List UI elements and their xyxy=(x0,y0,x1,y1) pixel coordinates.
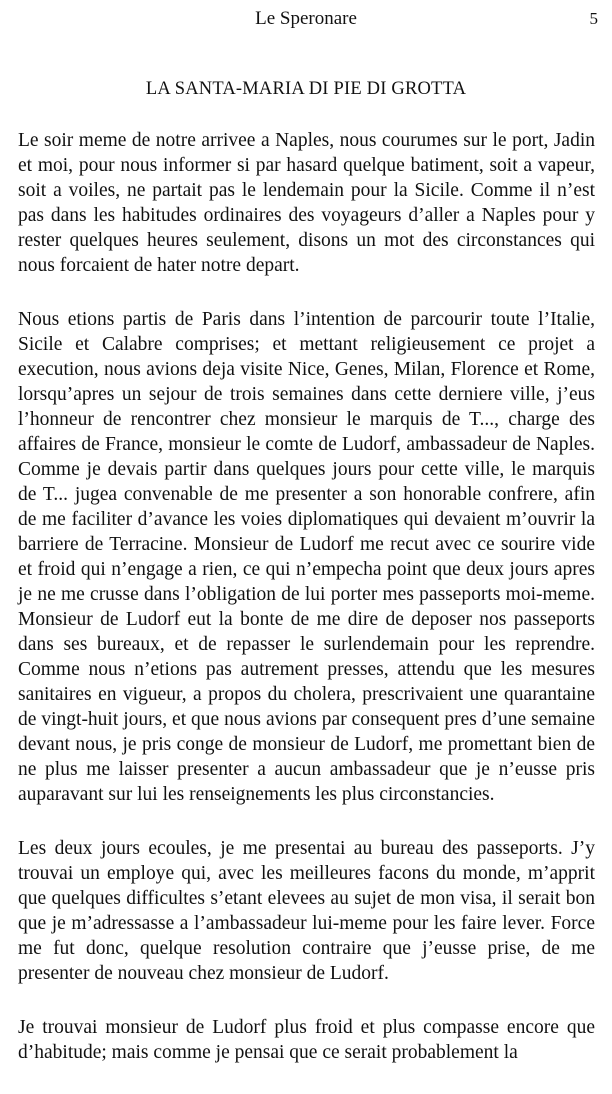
page-number: 5 xyxy=(589,9,598,28)
paragraph-1: Le soir meme de notre arrivee a Naples, nous courumes sur le port, Jadin et moi, pour nous informer si par hasard quelque batiment, soit a vapeur, soit a voiles, ne partait pas le lendemain pour la Sicile. Comme il n’est pas dans les habitudes ordinaires des voyageurs d’aller a Naples pour y rester quelques heures seulement, disons un mot des circonstances qui nous forcaient de hater notre depart. xyxy=(18,130,595,276)
running-header xyxy=(0,6,612,32)
paragraph-4: Je trouvai monsieur de Ludorf plus froid et plus compasse encore que d’habitude; mais comme je pensai que ce serait probablement la xyxy=(18,1017,595,1063)
chapter-title: LA SANTA-MARIA DI PIE DI GROTTA xyxy=(145,79,467,99)
paragraph-3: Les deux jours ecoules, je me presentai au bureau des passeports. J’y trouvai un employe qui, avec les meilleures facons du monde, m’apprit que quelques difficultes s’etant elevees au sujet de mon visa, il serait bon que je m’adressasse a l’ambassadeur lui-meme pour les faire lever. Force me fut donc, quelque resolution contraire que j’eusse prise, de me presenter de nouveau chez monsieur de Ludorf. xyxy=(18,838,595,984)
body-text xyxy=(18,128,595,1094)
running-title: Le Speronare xyxy=(255,8,357,29)
paragraph-2: Nous etions partis de Paris dans l’intention de parcourir toute l’Italie, Sicile et Calabre comprises; et mettant religieusement ce projet a execution, nous avions deja visite Nice, Genes, Milan, Florence et Rome, lorsqu’apres un sejour de trois semaines dans cette derniere ville, j’eus l’honneur de rencontrer chez monsieur le marquis de T..., charge des affaires de France, monsieur le comte de Ludorf, ambassadeur de Naples. Comme je devais partir dans quelques jours pour cette ville, le marquis de T... jugea convenable de me presenter a son honorable confrere, afin de me faciliter d’avance les voies diplomatiques qui devaient m’ouvrir la barriere de Terracine. Monsieur de Ludorf me recut avec ce sourire vide et froid qui n’engage a rien, ce qui n’empecha point que deux jours apres je ne me crusse dans l’obligation de lui porter mes passeports moi-meme. Monsieur de Ludorf eut la bonte de me dire de deposer nos passeports dans ses bureaux, et de repasser le surlendemain pour les reprendre. Comme nous n’etions pas autrement presses, attendu que les mesures sanitaires en vigueur, a propos du cholera, prescrivaient une quarantaine de vingt-huit jours, et que nous avions par consequent pres d’une semaine devant nous, je pris conge de monsieur de Ludorf, me promettant bien de ne plus me laisser presenter a aucun ambassadeur que je n’eusse pris auparavant sur lui les renseignements les plus circonstancies. xyxy=(18,309,595,805)
